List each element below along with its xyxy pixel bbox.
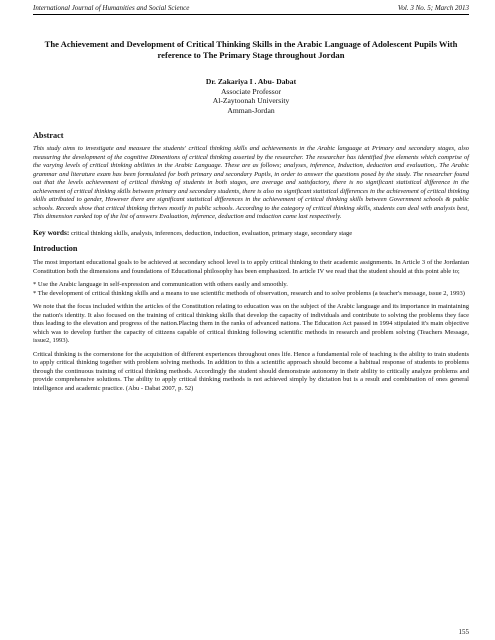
intro-bullet-2: * The development of critical thinking skills and a means to use scientific methods of observation, research and to solve problems (a teacher's message, issue 2, 1993): [33, 289, 465, 297]
keywords-label: Key words:: [33, 227, 70, 237]
intro-paragraph-1: The most important educational goals to be achieved at secondary school level is to apply critical thinking to their academic assignments. In Article 3 of the Jordanian Constitution both the dimensions and foundations of Educational philosophy has been emphasized. In article IV we read that the student should at this point able to;: [33, 259, 469, 275]
abstract-text: This study aims to investigate and measure the students' critical thinking skills and achievements in the Arabic language at Primary and secondary stages, also measuring the development of the cognitive Dimentions of critical thinking asserted by the researcher. The researcher has identified five elements which comprise of the varying levels of critical thinking abilities in the Arabic Language. These are as follows; analyses, inference, Induction, deduction and evaluation,. The Arabic grammar and literature exam has been formulated for both primary and secondary Pupils, in order to answer the questions posed by the study. The researcher found out that the levels achievement of critical thinking of students in both stages, are average and satisfactory, there is no significant statistical difference in the achievement of critical thinking skills between primary and secondary students, there is also no significant statistical differences in the achievement of critical thinking skills attributed to gender, However there are significant statistical differences in the achievement of critical thinking skills between Government schools & public schools. Records show that critical thinking thrives mostly in public schools. According to the category of critical thinking skills, students can deal with analysis best, This dimension ranked top of the list of answers Evaluation, inference, deduction and induction came last respectively.: [33, 145, 469, 221]
issue-info: Vol. 3 No. 5; March 2013: [397, 4, 469, 12]
keywords: [33, 229, 469, 239]
running-header: [33, 4, 469, 15]
author-affiliation: Al-Zaytoonah University: [212, 96, 290, 106]
intro-paragraph-3: Critical thinking is the cornerstone for the acquisition of different experiences throughout ones life. Hence a fundamental role of teaching is the ability to train students to apply critical thinking together with problem solving methods. In addition to this a scientific approach should become a habitual response of students to problems through the continuous training of critical thinking methods. Accordingly the student should demonstrate autonomy in their ability to critically analyze problems and provide comprehensive solutions. The ability to apply critical thinking methods is not achieved simply by dictation but is a result and combination of ones general intelligence and academic practice. (Abu - Dabat 2007, p. 52): [33, 350, 469, 392]
intro-bullet-1: * Use the Arabic language in self-expression and communication with others easily and smoothly.: [33, 281, 288, 289]
author-position: Associate Professor: [220, 86, 282, 96]
intro-bullet-list: [33, 281, 469, 298]
author-location: Amman-Jordan: [227, 105, 275, 115]
keywords-text: critical thinking skills, analysis, inferences, deduction, induction, evaluation, primary stage, secondary stage: [69, 229, 353, 237]
paper-title: The Achievement and Development of Critical Thinking Skills in the Arabic Language of Adolescent Pupils With reference to The Primary Stage throughout Jordan: [44, 39, 458, 60]
abstract-heading: Abstract: [33, 131, 64, 141]
introduction-heading: Introduction: [33, 244, 78, 254]
author-name: Dr. Zakariya I . Abu- Dabat: [205, 77, 297, 86]
intro-paragraph-2: We note that the focus included within the articles of the Constitution relating to education was on the subject of the Arabic language and its importance in maintaining the nation's identity. It also focused on the training of critical thinking skills that develop the capacity of individuals and contribute to solving the problems they face thus leading to the elevation and progress of the nation.Placing them in the ranks of advanced nations. The Education Act passed in 1994 stipulated it's main objective which was to develop further the capacity of citizens capable of critical thinking following scientific methods in research and problem solving (Teachers Message, issue2, 1993).: [33, 303, 469, 345]
page-number: 155: [458, 628, 469, 636]
journal-name: International Journal of Humanities and Social Science: [33, 4, 190, 12]
author-block: [33, 77, 469, 115]
